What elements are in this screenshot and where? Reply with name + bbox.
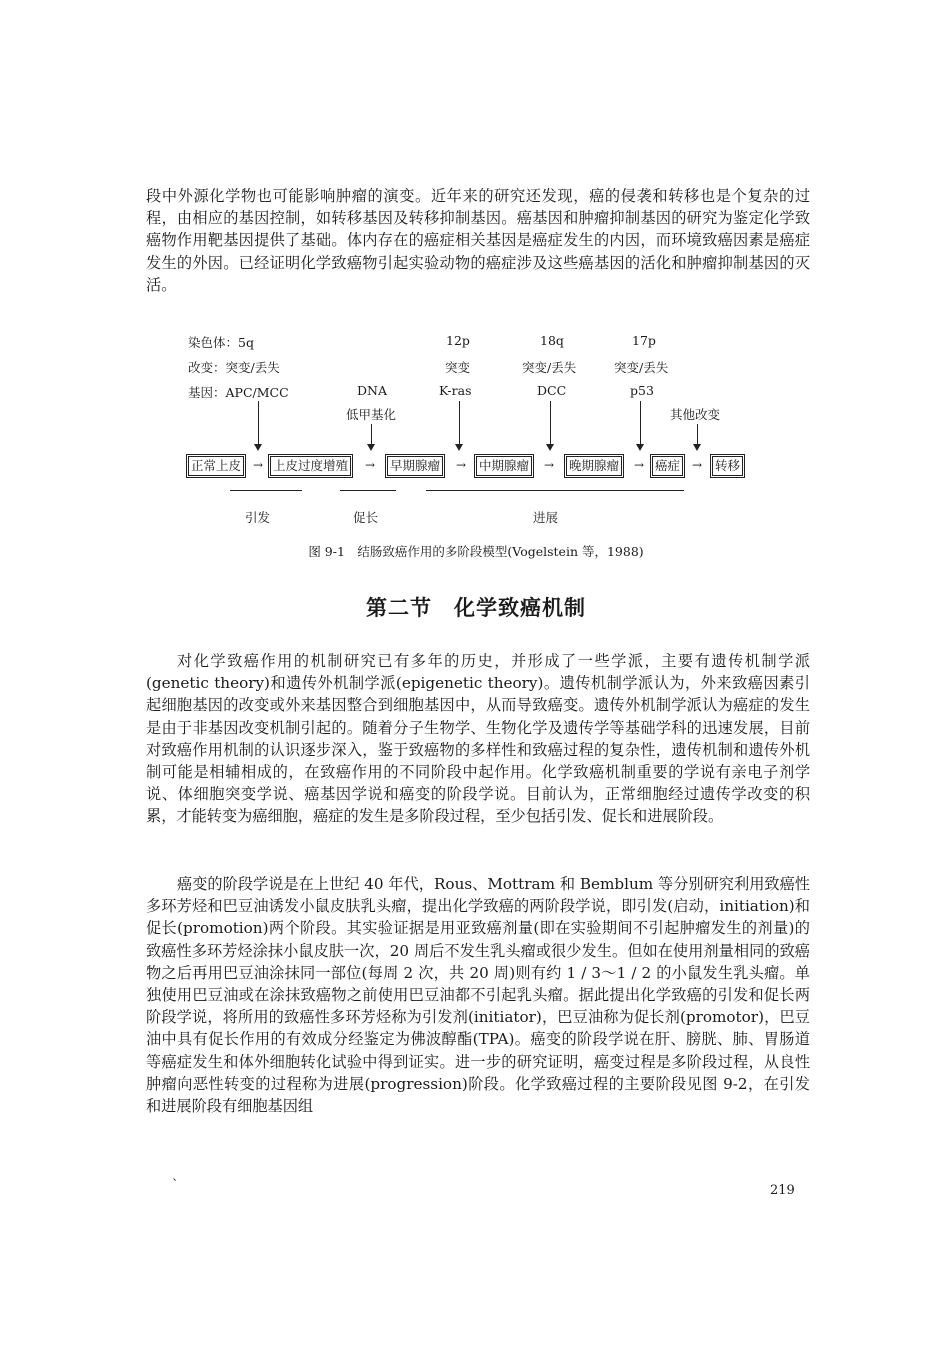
fig-chromosome-12p: 12p: [446, 333, 470, 348]
fig-phase-promotion-line: [340, 490, 396, 491]
fig-gene-label: 基因：APC/MCC: [188, 385, 289, 400]
fig-phase-initiation: 引发: [245, 510, 271, 525]
fig-chromosome-18q: 18q: [540, 333, 564, 348]
paragraph-stage-theory: 癌变的阶段学说是在上世纪 40 年代，Rous、Mottram 和 Bemblum 等分别研究利用致癌性多环芳烃和巴豆油诱发小鼠皮肤乳头瘤，提出化学致癌的两阶段学说，即引发(启动，initiation)和促长(promotion)两个阶段。其实验证据是用亚致癌剂量(即在实验期间不引起肿瘤发生的剂量)的致癌性多环芳烃涂抹小鼠皮肤一次，20 周后不发生乳头瘤或很少发生。但如在使用剂量相同的致癌物之后再用巴豆油涂抹同一部位(每周 2 次，共 20 周)则有约 1 / 3～1 / 2 的小鼠发生乳头瘤。单独使用巴豆油或在涂抹致癌物之前使用巴豆油都不引起乳头瘤。据此提出化学致癌的引发和促长两阶段学说，将所用的致癌性多环芳烃称为引发剂(initiator)，巴豆油称为促长剂(promotor)，巴豆油中具有促长作用的有效成分经鉴定为佛波醇酯(TPA)。癌变的阶段学说在肝、膀胱、肺、胃肠道等癌症发生和体外细胞转化试验中得到证实。进一步的研究证明，癌变过程是多阶段过程，从良性肿瘤向恶性转变的过程称为进展(progression)阶段。化学致癌过程的主要阶段见图 9-2，在引发和进展阶段有细胞基因组: [146, 875, 810, 1116]
fig-arrow-6: →: [692, 458, 703, 472]
fig-arrow-p53-head: [636, 444, 644, 451]
fig-arrow-dcc-head: [546, 444, 554, 451]
fig-stage-cancer: 癌症: [652, 456, 683, 476]
fig-phase-progression-line: [426, 490, 684, 491]
fig-change-p53: 突变/丢失: [614, 360, 669, 375]
fig-arrow-other-head: [693, 444, 701, 451]
fig-other-changes: 其他改变: [670, 407, 721, 422]
fig-stage-intermediate-adenoma: 中期腺瘤: [476, 456, 532, 476]
fig-gene-dna: DNA: [357, 383, 387, 398]
fig-arrow-apc-line: [258, 401, 259, 445]
section-title: 第二节 化学致癌机制: [366, 596, 586, 620]
fig-stage-late-adenoma: 晚期腺瘤: [566, 456, 622, 476]
page-number: 219: [770, 1183, 795, 1198]
footer-mark: ˋ: [172, 1178, 179, 1193]
fig-arrow-5: →: [634, 458, 645, 472]
fig-phase-promotion: 促长: [353, 510, 379, 525]
fig-arrow-p53-line: [640, 401, 641, 445]
fig-arrow-dcc-line: [550, 401, 551, 445]
top-paragraph: 段中外源化学物也可能影响肿瘤的演变。近年来的研究还发现，癌的侵袭和转移也是个复杂的过程，由相应的基因控制，如转移基因及转移抑制基因。癌基因和肿瘤抑制基因的研究为鉴定化学致癌物作用靶基因提供了基础。体内存在的癌症相关基因是癌症发生的内因，而环境致癌因素是癌症发生的外因。已经证明化学致癌物引起实验动物的癌症涉及这些癌基因的活化和肿瘤抑制基因的灭活。: [146, 187, 810, 294]
fig-arrow-4: →: [544, 458, 555, 472]
fig-arrow-1: →: [253, 458, 264, 472]
fig-stage-metastasis: 转移: [712, 456, 743, 476]
fig-arrow-apc-head: [254, 444, 262, 451]
fig-arrow-3: →: [456, 458, 467, 472]
fig-arrow-kras-line: [459, 401, 460, 445]
figure-caption: 图 9-1 结肠致癌作用的多阶段模型(Vogelstein 等，1988): [308, 544, 644, 559]
fig-chromosome-label: 染色体：5q: [188, 335, 254, 350]
fig-phase-initiation-line: [230, 490, 302, 491]
fig-gene-dcc: DCC: [537, 383, 567, 398]
fig-arrow-kras-head: [455, 444, 463, 451]
fig-change-dcc: 突变/丢失: [522, 360, 577, 375]
fig-chromosome-17p: 17p: [632, 333, 656, 348]
fig-change-kras: 突变: [445, 360, 471, 375]
fig-stage-early-adenoma: 早期腺瘤: [387, 456, 443, 476]
figure-multistage-model: [0, 0, 952, 580]
fig-stage-normal-epithelium: 正常上皮: [188, 456, 244, 476]
fig-phase-progression: 进展: [533, 510, 559, 525]
fig-hypomethylation: 低甲基化: [346, 407, 397, 422]
fig-gene-kras: K-ras: [439, 383, 472, 398]
fig-arrow-other-line: [697, 424, 698, 445]
fig-arrow-dna-line: [371, 424, 372, 445]
fig-arrow-2: →: [365, 458, 376, 472]
fig-gene-p53: p53: [630, 383, 654, 398]
fig-stage-hyperproliferation: 上皮过度增殖: [270, 456, 351, 476]
fig-arrow-dna-head: [367, 444, 375, 451]
fig-change-label: 改变：突变/丢失: [188, 360, 280, 375]
paragraph-mechanism-schools: 对化学致癌作用的机制研究已有多年的历史，并形成了一些学派，主要有遗传机制学派(genetic theory)和遗传外机制学派(epigenetic theory)。遗传机制学派认为，外来致癌因素引起细胞基因的改变或外来基因整合到细胞基因中，从而导致癌变。遗传外机制学派认为癌症的发生是由于非基因改变机制引起的。随着分子生物学、生物化学及遗传学等基础学科的迅速发展，目前对致癌作用机制的认识逐步深入，鉴于致癌物的多样性和致癌过程的复杂性，遗传机制和遗传外机制可能是相辅相成的，在致癌作用的不同阶段中起作用。化学致癌机制重要的学说有亲电子剂学说、体细胞突变学说、癌基因学说和癌变的阶段学说。目前认为，正常细胞经过遗传学改变的积累，才能转变为癌细胞，癌症的发生是多阶段过程，至少包括引发、促长和进展阶段。: [146, 652, 810, 826]
